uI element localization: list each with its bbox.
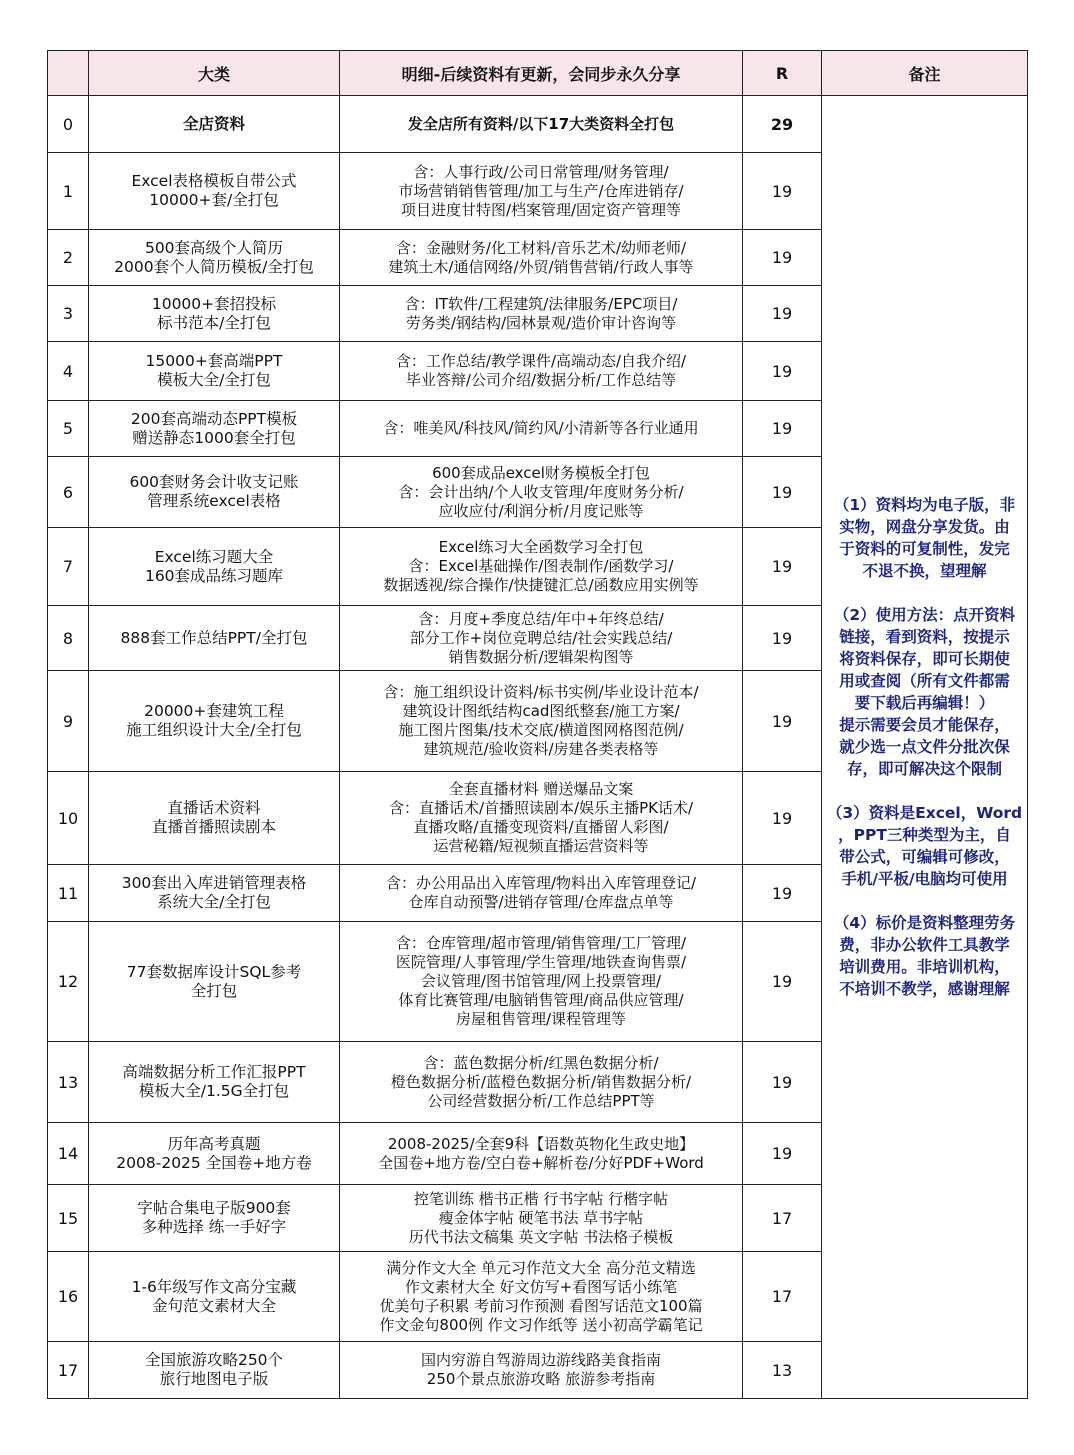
row-index: 2 (48, 230, 89, 286)
row-r-value: 17 (743, 1185, 822, 1252)
detail-line: 600套成品excel财务模板全打包 (432, 463, 650, 482)
detail-line: 建筑设计图纸结构cad图纸整套/施工方案/ (402, 702, 680, 720)
detail-line: 部分工作+岗位竞聘总结/社会实践总结/ (409, 628, 673, 647)
header-index (48, 51, 89, 96)
row-r-value: 19 (743, 528, 822, 606)
category-line: 300套出入库进销管理表格 (121, 874, 307, 892)
table-row (48, 96, 1028, 153)
row-category (89, 671, 340, 772)
row-detail (340, 1342, 743, 1399)
note-paragraph (825, 912, 1024, 1000)
row-category (89, 1042, 340, 1123)
detail-line: 毕业答辩/公司介绍/数据分析/工作总结等 (405, 371, 677, 389)
row-index: 16 (48, 1252, 89, 1342)
row-category (89, 1123, 340, 1185)
detail-line: 含：IT软件/工程建筑/法律服务/EPC项目/ (404, 294, 678, 313)
detail-line: 250个景点旅游攻略 旅游参考指南 (426, 1370, 656, 1388)
header-row (48, 51, 1028, 96)
row-r-value: 19 (743, 401, 822, 457)
detail-line: 作文金句800例 作文习作纸等 送小初高学霸笔记 (379, 1315, 703, 1334)
row-detail (340, 922, 743, 1042)
detail-line: 优美句子积累 考前习作预测 看图写话范文100篇 (379, 1296, 703, 1315)
row-detail (340, 286, 743, 342)
row-category (89, 922, 340, 1042)
detail-line: 销售数据分析/逻辑架构图等 (448, 647, 634, 666)
category-line: 1-6年级写作文高分宝藏 (131, 1277, 297, 1296)
note-line: 费，非办公软件工具教学 (839, 936, 1010, 954)
row-detail (340, 401, 743, 457)
row-detail (340, 772, 743, 865)
detail-line: 仓库自动预警/进销存管理/仓库盘点单等 (408, 893, 674, 911)
row-index: 15 (48, 1185, 89, 1252)
detail-line: 满分作文大全 单元习作范文大全 高分范文精选 (386, 1258, 696, 1277)
detail-line: 市场营销销售管理/加工与生产/仓库进销存/ (398, 181, 684, 200)
row-index: 12 (48, 922, 89, 1042)
note-line: 不培训不教学，感谢理解 (839, 980, 1010, 998)
note-paragraph (825, 802, 1024, 890)
row-detail (340, 606, 743, 671)
detail-line: 应收应付/利润分析/月度记账等 (438, 501, 644, 520)
detail-line: 含：金融财务/化工材料/音乐艺术/幼师老师/ (395, 238, 687, 257)
notes-cell (822, 96, 1028, 1399)
note-line: 实物，网盘分享发货。由 (839, 518, 1010, 536)
note-line: 于资料的可复制性，发完 (839, 540, 1010, 558)
category-line: 模板大全/全打包 (157, 371, 271, 389)
category-line: 金句范文素材大全 (151, 1296, 276, 1315)
row-category (89, 1252, 340, 1342)
row-index: 5 (48, 401, 89, 457)
category-line: 600套财务会计收支记账 (129, 473, 299, 491)
detail-line: 含：仓库管理/超市管理/销售管理/工厂管理/ (395, 934, 687, 952)
row-detail (340, 528, 743, 606)
row-r-value: 19 (743, 865, 822, 922)
row-r-value: 19 (743, 342, 822, 401)
detail-line: 历代书法文稿集 英文字帖 书法格子模板 (408, 1227, 674, 1246)
detail-line: 2008-2025/全套9科【语数英物化生政史地】 (387, 1134, 695, 1153)
row-category (89, 1185, 340, 1252)
note-line: 要下载后再编辑！） (854, 694, 995, 712)
row-index: 14 (48, 1123, 89, 1185)
category-line: 200套高端动态PPT模板 (130, 409, 298, 428)
row-r-value: 19 (743, 1123, 822, 1185)
detail-line: 含：工作总结/教学课件/高端动态/自我介绍/ (395, 352, 687, 370)
detail-line: 含：月度+季度总结/年中+年终总结/ (418, 609, 664, 628)
note-line: 将资料保存，即可长期使 (839, 650, 1010, 668)
row-r-value: 19 (743, 922, 822, 1042)
detail-line: 建筑土木/通信网络/外贸/销售营销/行政人事等 (388, 257, 694, 276)
detail-line: Excel练习大全函数学习全打包 (438, 538, 644, 556)
note-line: 培训费用。非培训机构， (839, 958, 1010, 976)
category-line: 全打包 (190, 981, 238, 1000)
detail-line: 含：人事行政/公司日常管理/财务管理/ (413, 162, 669, 181)
row-index: 9 (48, 671, 89, 772)
category-line: 直播话术资料 (167, 799, 261, 817)
row-category (89, 772, 340, 865)
category-line: Excel练习题大全 (154, 547, 274, 566)
row-detail (340, 342, 743, 401)
row-r-value: 17 (743, 1252, 822, 1342)
category-line: 全国旅游攻略250个 (144, 1351, 284, 1369)
note-line: （1）资料均为电子版，非 (833, 496, 1016, 514)
category-line: 888套工作总结PPT/全打包 (120, 628, 308, 647)
detail-line: 房屋租售管理/课程管理等 (455, 1010, 627, 1028)
row-detail (340, 457, 743, 528)
category-line: 多种选择 练一手好字 (141, 1218, 287, 1236)
detail-line: 全套直播材料 赠送爆品文案 (448, 780, 634, 798)
row-index: 8 (48, 606, 89, 671)
row-category (89, 153, 340, 230)
row-index: 3 (48, 286, 89, 342)
row-category (89, 286, 340, 342)
category-line: 赠送静态1000套全打包 (132, 428, 296, 447)
detail-line: 体育比赛管理/电脑销售管理/商品供应管理/ (398, 991, 684, 1009)
row-index: 4 (48, 342, 89, 401)
row-detail (340, 1252, 743, 1342)
category-line: 15000+套高端PPT (145, 352, 283, 370)
row-r-value: 19 (743, 153, 822, 230)
row-r-value: 29 (743, 96, 822, 153)
detail-line: 含：施工组织设计资料/标书实例/毕业设计范本/ (383, 683, 699, 701)
category-line: 77套数据库设计SQL参考 (126, 962, 302, 981)
note-line: （4）标价是资料整理劳务 (833, 914, 1016, 932)
row-category (89, 342, 340, 401)
detail-line: 公司经营数据分析/工作总结PPT等 (427, 1091, 655, 1110)
row-r-value: 19 (743, 671, 822, 772)
detail-line: 会议管理/图书馆管理/网上投票管理/ (420, 972, 662, 990)
row-index: 10 (48, 772, 89, 865)
row-r-value: 19 (743, 457, 822, 528)
category-line: 旅行地图电子版 (159, 1370, 269, 1388)
detail-line: 含：办公用品出入库管理/物料出入库管理登记/ (385, 874, 697, 892)
header-r: R (743, 51, 822, 96)
note-line: 手机/平板/电脑均可使用 (841, 870, 1008, 888)
row-detail (340, 1185, 743, 1252)
row-category (89, 606, 340, 671)
row-r-value: 19 (743, 286, 822, 342)
header-notes: 备注 (822, 51, 1028, 96)
category-line: 标书范本/全打包 (157, 313, 271, 332)
row-category (89, 528, 340, 606)
detail-line: 劳务类/钢结构/园林景观/造价审计咨询等 (405, 313, 677, 332)
row-detail (340, 96, 743, 153)
row-category (89, 457, 340, 528)
row-index: 11 (48, 865, 89, 922)
header-category: 大类 (89, 51, 340, 96)
category-line: 历年高考真题 (167, 1134, 261, 1153)
detail-line: 含：会计出纳/个人收支管理/年度财务分析/ (398, 482, 684, 501)
detail-line: 橙色数据分析/蓝橙色数据分析/销售数据分析/ (390, 1072, 692, 1091)
detail-line: 运营秘籍/短视频直播运营资料等 (433, 837, 649, 855)
detail-line: 直播攻略/直播变现资料/直播留人彩图/ (413, 818, 669, 836)
detail-line: 作文素材大全 好文仿写+看图写话小练笔 (404, 1277, 678, 1296)
row-r-value: 19 (743, 1042, 822, 1123)
detail-line: 建筑规范/验收资料/房建各类表格等 (423, 740, 659, 758)
category-line: 500套高级个人简历 (144, 238, 284, 257)
category-line: 160套成品练习题库 (144, 566, 284, 585)
category-line: 10000+套招投标 (151, 294, 277, 313)
detail-line: 含：蓝色数据分析/红黑色数据分析/ (423, 1053, 659, 1072)
header-detail: 明细-后续资料有更新，会同步永久分享 (340, 51, 743, 96)
row-index: 7 (48, 528, 89, 606)
row-r-value: 19 (743, 606, 822, 671)
detail-line: 发全店所有资料/以下17大类资料全打包 (407, 114, 675, 133)
detail-line: 含：直播话术/首播照读剧本/娱乐主播PK话术/ (388, 799, 694, 817)
note-line: 就少选一点文件分批次保 (839, 738, 1010, 756)
row-detail (340, 153, 743, 230)
row-index: 17 (48, 1342, 89, 1399)
row-r-value: 19 (743, 230, 822, 286)
row-index: 1 (48, 153, 89, 230)
detail-line: 数据透视/综合操作/快捷键汇总/函数应用实例等 (383, 576, 699, 594)
category-line: 字帖合集电子版900套 (137, 1199, 291, 1217)
row-category (89, 96, 340, 153)
note-line: 用或查阅（所有文件都需 (839, 672, 1010, 690)
row-detail (340, 1042, 743, 1123)
detail-line: 全国卷+地方卷/空白卷+解析卷/分好PDF+Word (378, 1153, 704, 1172)
note-line: 提示需要会员才能保存， (839, 716, 1010, 734)
row-detail (340, 230, 743, 286)
note-line: 链接，看到资料，按提示 (839, 628, 1010, 646)
row-category (89, 401, 340, 457)
category-line: 2008-2025 全国卷+地方卷 (116, 1153, 312, 1172)
category-line: 系统大全/全打包 (157, 893, 271, 911)
note-paragraph (825, 604, 1024, 780)
detail-line: 控笔训练 楷书正楷 行书字帖 行楷字帖 (413, 1189, 669, 1208)
note-line: 带公式，可编辑可修改， (839, 848, 1010, 866)
category-line: 管理系统excel表格 (147, 492, 281, 510)
category-line: 直播首播照读剧本 (151, 818, 276, 836)
category-line: Excel表格模板自带公式 (131, 172, 297, 190)
category-line: 2000套个人简历模板/全打包 (114, 257, 314, 276)
row-detail (340, 865, 743, 922)
row-category (89, 230, 340, 286)
category-line: 10000+套/全打包 (149, 191, 279, 209)
row-index: 13 (48, 1042, 89, 1123)
resource-catalog-table (47, 50, 1028, 1399)
category-line: 施工组织设计大全/全打包 (126, 721, 302, 739)
detail-line: 项目进度甘特图/档案管理/固定资产管理等 (400, 200, 682, 219)
note-line: （2）使用方法：点开资料 (833, 606, 1016, 624)
note-paragraph (825, 494, 1024, 582)
row-r-value: 13 (743, 1342, 822, 1399)
detail-line: 国内穷游自驾游周边游线路美食指南 (420, 1351, 661, 1369)
row-detail (340, 671, 743, 772)
row-category (89, 1342, 340, 1399)
detail-line: 医院管理/人事管理/学生管理/地铁查询售票/ (395, 953, 687, 971)
row-r-value: 19 (743, 772, 822, 865)
note-line: 存，即可解决这个限制 (846, 760, 1002, 778)
detail-line: 施工图片图集/技术交底/横道图网格图范例/ (398, 721, 684, 739)
row-index: 0 (48, 96, 89, 153)
category-line: 全店资料 (182, 114, 245, 133)
detail-line: 瘦金体字帖 硬笔书法 草书字帖 (438, 1208, 644, 1227)
note-line: （3）资料是Excel，Word (826, 804, 1023, 822)
row-detail (340, 1123, 743, 1185)
note-line: ，PPT三种类型为主，自 (838, 826, 1011, 844)
detail-line: 含：唯美风/科技风/简约风/小清新等各行业通用 (383, 419, 699, 437)
note-line: 不退不换，望理解 (862, 562, 987, 580)
category-line: 模板大全/1.5G全打包 (138, 1082, 290, 1100)
row-category (89, 865, 340, 922)
category-line: 20000+套建筑工程 (144, 702, 284, 720)
category-line: 高端数据分析工作汇报PPT (122, 1063, 306, 1081)
row-index: 6 (48, 457, 89, 528)
detail-line: 含：Excel基础操作/图表制作/函数学习/ (408, 557, 674, 575)
